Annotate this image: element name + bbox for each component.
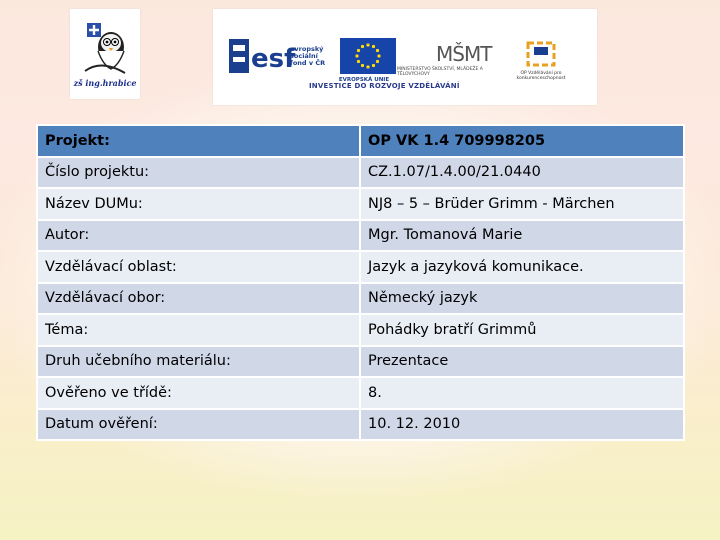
table-row xyxy=(37,125,684,157)
row-label: Ověřeno ve třídě: xyxy=(37,377,360,409)
msmt-logo-text: MŠMT xyxy=(436,42,492,66)
op-caption: OP Vzdělávání pro konkurenceschopnost xyxy=(516,71,566,81)
row-value: Prezentace xyxy=(360,346,684,378)
table-row xyxy=(37,220,684,252)
row-value: NJ8 – 5 – Brüder Grimm - Märchen xyxy=(360,188,684,220)
row-value: CZ.1.07/1.4.00/21.0440 xyxy=(360,157,684,189)
table-row xyxy=(37,157,684,189)
esf-logo-icon xyxy=(229,37,296,75)
row-label: Autor: xyxy=(37,220,360,252)
row-label: Číslo projektu: xyxy=(37,157,360,189)
row-label: Projekt: xyxy=(37,125,360,157)
project-info-table xyxy=(36,124,685,441)
row-label: Vzdělávací obor: xyxy=(37,283,360,315)
row-label: Druh učebního materiálu: xyxy=(37,346,360,378)
row-label: Datum ověření: xyxy=(37,409,360,441)
table-row xyxy=(37,346,684,378)
row-value: Pohádky bratří Grimmů xyxy=(360,314,684,346)
esf-logo-text: esf xyxy=(251,44,296,74)
msmt-caption: MINISTERSTVO ŠKOLSTVÍ, MLÁDEŽE A TĚLOVÝCHOVY xyxy=(397,67,483,77)
row-label: Název DUMu: xyxy=(37,188,360,220)
school-logo-text: zš ing.hrabice xyxy=(73,77,137,88)
table-row xyxy=(37,283,684,315)
table-row xyxy=(37,409,684,441)
funding-banner xyxy=(213,9,597,105)
banner-tagline: INVESTICE DO ROZVOJE VZDĚLÁVÁNÍ xyxy=(309,82,460,90)
table-row xyxy=(37,314,684,346)
eagle-mascot-icon xyxy=(81,21,129,77)
eu-caption: EVROPSKÁ UNIE xyxy=(338,77,390,83)
table-row xyxy=(37,377,684,409)
eu-flag-icon xyxy=(340,38,396,74)
row-value: Německý jazyk xyxy=(360,283,684,315)
school-logo xyxy=(70,9,140,99)
table-row xyxy=(37,188,684,220)
row-value: Mgr. Tomanová Marie xyxy=(360,220,684,252)
row-value: OP VK 1.4 709998205 xyxy=(360,125,684,157)
table-row xyxy=(37,251,684,283)
row-value: 10. 12. 2010 xyxy=(360,409,684,441)
row-value: 8. xyxy=(360,377,684,409)
op-vzdelavani-logo-icon xyxy=(522,41,562,71)
esf-caption: evropský sociální fond v ČR xyxy=(290,44,326,67)
row-label: Téma: xyxy=(37,314,360,346)
row-label: Vzdělávací oblast: xyxy=(37,251,360,283)
row-value: Jazyk a jazyková komunikace. xyxy=(360,251,684,283)
